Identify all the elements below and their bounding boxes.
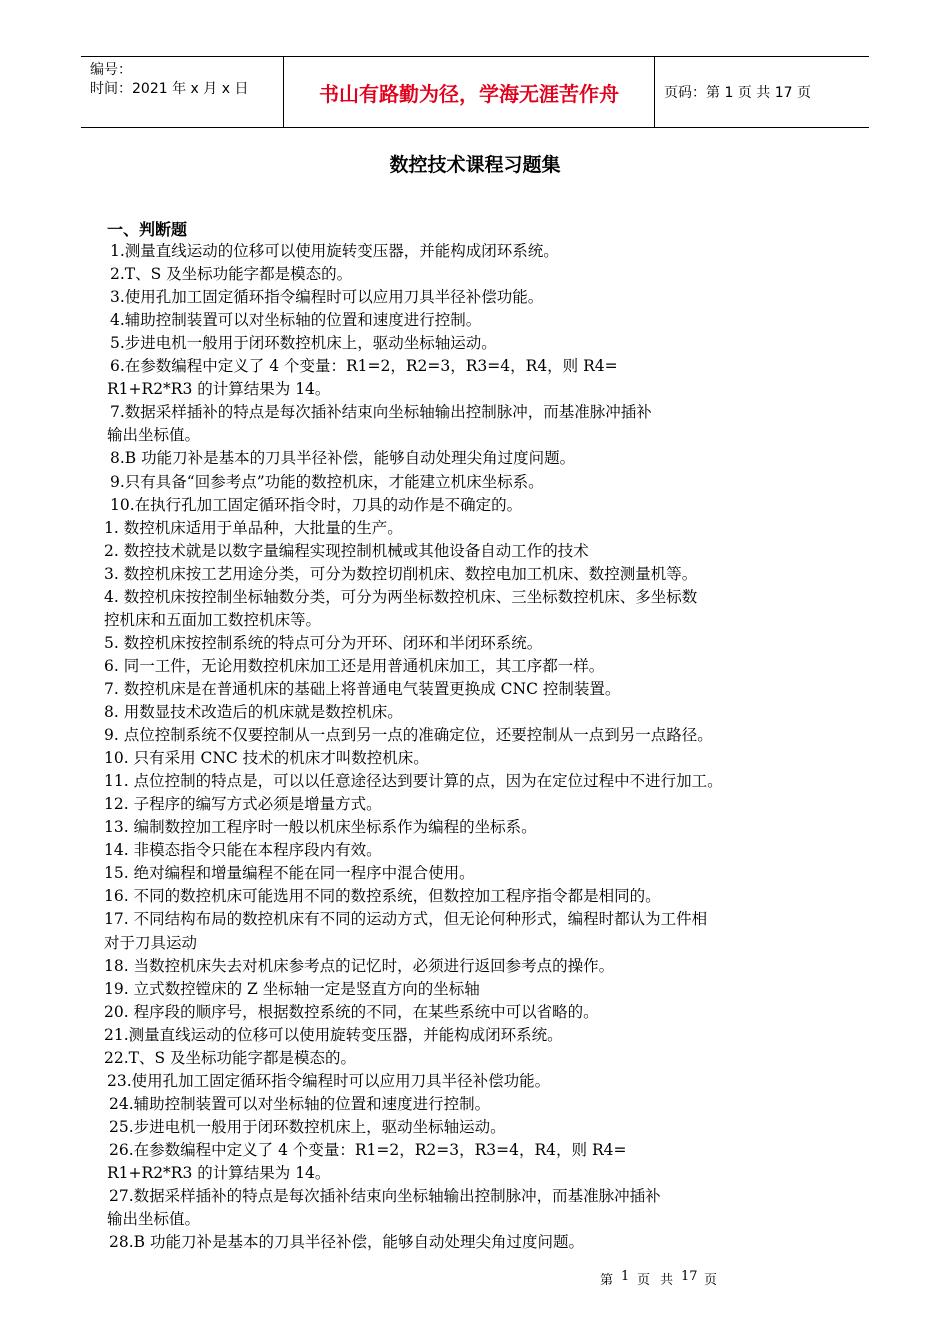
question-line: 5. 数控机床按控制系统的特点可分为开环、闭环和半闭环系统。 — [104, 634, 543, 652]
question-line: 16. 不同的数控机床可能选用不同的数控系统，但数控加工程序指令都是相同的。 — [104, 887, 661, 905]
question-line: 控机床和五面加工数控机床等。 — [104, 611, 322, 629]
question-line: 1.测量直线运动的位移可以使用旋转变压器，并能构成闭环系统。 — [110, 242, 559, 260]
question-line: 1. 数控机床适用于单品种，大批量的生产。 — [104, 519, 403, 537]
question-line: 5.步进电机一般用于闭环数控机床上，驱动坐标轴运动。 — [110, 334, 497, 352]
footer-page-word: 第 — [600, 1273, 614, 1288]
footer-total-unit: 页 — [704, 1273, 718, 1288]
question-line: 22.T、S 及坐标功能字都是模态的。 — [104, 1049, 357, 1067]
question-line: 21.测量直线运动的位移可以使用旋转变压器，并能构成闭环系统。 — [104, 1026, 563, 1044]
question-line: 8. 用数显技术改造后的机床就是数控机床。 — [104, 703, 403, 721]
question-line: 对于刀具运动 — [104, 934, 198, 952]
question-line: 19. 立式数控镗床的 Z 坐标轴一定是竖直方向的坐标轴 — [104, 980, 480, 998]
question-line: R1+R2*R3 的计算结果为 14。 — [107, 380, 331, 398]
page-header — [81, 56, 869, 128]
question-line: 12. 子程序的编写方式必须是增量方式。 — [104, 795, 382, 813]
footer-page-unit: 页 — [637, 1273, 651, 1288]
question-line: R1+R2*R3 的计算结果为 14。 — [107, 1164, 331, 1182]
question-line: 输出坐标值。 — [107, 426, 201, 444]
time-label: 时间：2021 年 x 月 x 日 — [90, 81, 249, 97]
question-line: 28.B 功能刀补是基本的刀具半径补偿，能够自动处理尖角过度问题。 — [109, 1233, 584, 1251]
question-line: 15. 绝对编程和增量编程不能在同一程序中混合使用。 — [104, 864, 475, 882]
question-line: 3. 数控机床按工艺用途分类，可分为数控切削机床、数控电加工机床、数控测量机等。 — [104, 565, 698, 583]
number-label: 编号： — [90, 62, 132, 78]
footer-total-num: 17 — [681, 1269, 698, 1284]
question-line: 6.在参数编程中定义了 4 个变量：R1=2，R2=3，R3=4，R4，则 R4= — [110, 357, 618, 375]
question-line: 24.辅助控制装置可以对坐标轴的位置和速度进行控制。 — [109, 1095, 491, 1113]
question-line: 2. 数控技术就是以数字量编程实现控制机械或其他设备自动工作的技术 — [104, 542, 589, 560]
header-page-label: 页码：第 1 页 共 17 页 — [664, 85, 811, 101]
question-line: 23.使用孔加工固定循环指令编程时可以应用刀具半径补偿功能。 — [107, 1072, 551, 1090]
header-motto: 书山有路勤为径，学海无涯苦作舟 — [283, 57, 655, 127]
question-line: 2.T、S 及坐标功能字都是模态的。 — [110, 265, 353, 283]
question-line: 10.在执行孔加工固定循环指令时，刀具的动作是不确定的。 — [110, 496, 523, 514]
question-line: 26.在参数编程中定义了 4 个变量：R1=2，R2=3，R3=4，R4，则 R4= — [109, 1141, 627, 1159]
question-line: 4.辅助控制装置可以对坐标轴的位置和速度进行控制。 — [110, 311, 482, 329]
question-line: 9.只有具备“回参考点”功能的数控机床，才能建立机床坐标系。 — [110, 473, 544, 491]
question-line: 3.使用孔加工固定循环指令编程时可以应用刀具半径补偿功能。 — [110, 288, 544, 306]
question-line: 4. 数控机床按控制坐标轴数分类，可分为两坐标数控机床、三坐标数控机床、多坐标数 — [104, 588, 698, 606]
question-line: 9. 点位控制系统不仅要控制从一点到另一点的准确定位，还要控制从一点到另一点路径。 — [104, 726, 713, 744]
question-line: 7.数据采样插补的特点是每次插补结束向坐标轴输出控制脉冲，而基准脉冲插补 — [110, 403, 652, 421]
question-line: 7. 数控机床是在普通机床的基础上将普通电气装置更换成 CNC 控制装置。 — [104, 680, 621, 698]
question-line: 18. 当数控机床失去对机床参考点的记忆时，必须进行返回参考点的操作。 — [104, 957, 615, 975]
document-title: 数控技术课程习题集 — [389, 154, 561, 176]
footer-total-word: 共 — [660, 1273, 674, 1288]
question-line: 10. 只有采用 CNC 技术的机床才叫数控机床。 — [104, 749, 429, 767]
header-meta — [81, 57, 283, 127]
section-title: 一、判断题 — [107, 220, 188, 239]
question-line: 输出坐标值。 — [107, 1210, 201, 1228]
question-line: 14. 非模态指令只能在本程序段内有效。 — [104, 841, 382, 859]
question-line: 13. 编制数控加工程序时一般以机床坐标系作为编程的坐标系。 — [104, 818, 537, 836]
question-line: 8.B 功能刀补是基本的刀具半径补偿，能够自动处理尖角过度问题。 — [110, 449, 576, 467]
question-line: 27.数据采样插补的特点是每次插补结束向坐标轴输出控制脉冲，而基准脉冲插补 — [109, 1187, 661, 1205]
question-line: 6. 同一工件，无论用数控机床加工还是用普通机床加工，其工序都一样。 — [104, 657, 605, 675]
question-line: 20. 程序段的顺序号，根据数控系统的不同，在某些系统中可以省略的。 — [104, 1003, 599, 1021]
question-line: 25.步进电机一般用于闭环数控机床上，驱动坐标轴运动。 — [109, 1118, 506, 1136]
question-line: 17. 不同结构布局的数控机床有不同的运动方式，但无论何种形式，编程时都认为工件相 — [104, 910, 708, 928]
question-line: 11. 点位控制的特点是，可以以任意途径达到要计算的点，因为在定位过程中不进行加工。 — [104, 772, 723, 790]
footer-page-num: 1 — [621, 1269, 630, 1284]
